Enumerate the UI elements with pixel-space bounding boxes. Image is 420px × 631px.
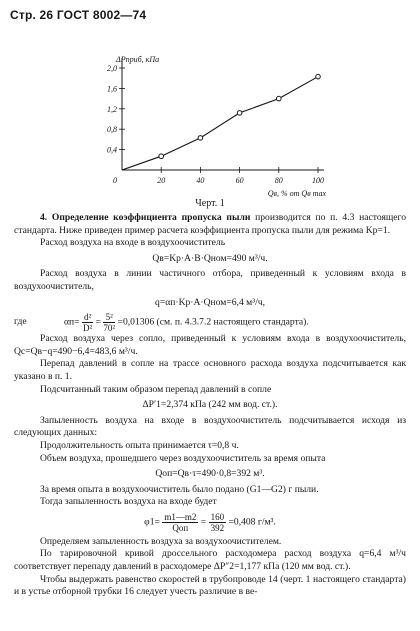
phi-result: =0,408 г/м³. <box>228 516 276 528</box>
paragraph-text: производится по п. 4.3 настоящего стандарта. Ниже приведен пример расчета коэффициента пропуска пыли для режима Kр=1. <box>14 212 406 236</box>
alpha-lhs: αп= <box>64 316 80 328</box>
equals-sign: = <box>95 316 102 328</box>
paragraph: Тогда запыленность воздуха на входе будет <box>40 496 217 508</box>
formula-qv: Qв=Kр·A·B·Qном=490 м³/ч. <box>152 252 268 264</box>
fraction <box>162 512 198 533</box>
y-axis-label: ΔPприб, кПа <box>116 55 160 64</box>
equals-sign: = <box>200 516 207 528</box>
denominator: 70² <box>103 323 116 334</box>
y-tick-label: 2,0 <box>107 64 117 73</box>
x-tick-label: 40 <box>196 176 205 185</box>
formula-alpha-row <box>14 312 406 333</box>
formula-dp1: ΔP′1=2,374 кПа (242 мм вод. ст.). <box>142 399 278 411</box>
numerator: 160 <box>210 511 225 522</box>
alpha-result: =0,01306 (см. п. 4.3.7.2 настоящего стандарта). <box>117 316 309 328</box>
denominator: Qоп <box>172 522 189 533</box>
phi-lhs: φ1= <box>144 516 160 528</box>
y-tick-label: 1,2 <box>107 104 117 114</box>
y-tick-label: 0,4 <box>107 145 117 155</box>
x-tick-label: 80 <box>274 176 283 185</box>
fraction <box>82 312 93 333</box>
data-point <box>316 74 321 79</box>
paragraph: По тарировочной кривой дроссельного расходомера расход воздуха q=6,4 м³/ч соответствует перепаду давлений в расходомере ΔP″2=1,177 кПа (120 мм вод. ст.). <box>14 548 406 573</box>
body-text <box>14 212 406 599</box>
denominator: D² <box>82 323 93 334</box>
formula-phi <box>14 512 406 533</box>
data-point <box>277 96 282 101</box>
x-tick-label: 100 <box>312 176 324 185</box>
where-label: где <box>14 316 27 328</box>
formula-alpha <box>64 312 406 333</box>
x-axis-label: Qв, % от Qв max <box>267 189 326 198</box>
calibration-chart <box>80 52 340 200</box>
denominator: 392 <box>210 522 225 533</box>
paragraph: Чтобы выдержать равенство скоростей в трубопроводе 14 (черт. 1 настоящего стандарта) и в устье отборной трубки 16 следует учесть различие в ве- <box>14 573 406 598</box>
paragraph: Расход воздуха через сопло, приведенный к условиям входа в воздухоочиститель, Qс=Qв−q=490−6,4=483,6 м³/ч. <box>14 333 406 357</box>
paragraph: Запыленность воздуха на входе в воздухоочиститель подсчитывается исходя из следующих данных: <box>14 414 406 439</box>
x-tick-label: 20 <box>157 176 166 185</box>
formula-qop: Qоп=Qв·τ=490·0,8=392 м³. <box>155 468 265 480</box>
series-line <box>122 77 318 170</box>
paragraph: Определяем запыленность воздуха за воздухоочистителем. <box>40 535 282 547</box>
x-tick-label: 60 <box>235 176 244 185</box>
paragraph: Расход воздуха в линии частичного отбора, приведенный к условиям входа в воздухоочиститель, <box>14 268 406 292</box>
data-point <box>237 111 242 116</box>
origin-label: 0 <box>113 176 117 185</box>
data-point <box>159 154 164 159</box>
y-tick-label: 1,6 <box>107 84 117 94</box>
paragraph: Продолжительность опыта принимается τ=0,8 ч. <box>40 439 239 451</box>
section-heading: 4. Определение коэффициента пропуска пыли <box>40 212 251 223</box>
paragraph: Объем воздуха, прошедшего через воздухоочиститель за время опыта <box>40 452 326 464</box>
numerator: m1—m2 <box>164 511 197 522</box>
paragraph: Расход воздуха на входе в воздухоочиститель <box>40 237 226 249</box>
page-header: Стр. 26 ГОСТ 8002—74 <box>10 8 147 22</box>
fraction <box>209 512 227 533</box>
formula-q: q=αп·Kр·A·Qном=6,4 м³/ч, <box>155 296 265 308</box>
paragraph-4 <box>14 212 406 237</box>
figure-caption: Черт. 1 <box>195 198 225 209</box>
paragraph: Перепад давлений в сопле на трассе основного расхода воздуха подсчитывается как указано в п. 1. <box>14 358 406 382</box>
numerator: d² <box>83 312 92 323</box>
paragraph: Подсчитанный таким образом перепад давлений в сопле <box>40 383 272 395</box>
fraction <box>103 312 115 333</box>
data-point <box>198 136 203 141</box>
numerator: 5² <box>103 312 115 323</box>
y-tick-label: 0,8 <box>107 125 117 135</box>
paragraph: За время опыта в воздухоочиститель было подано (G1—G2) г пыли. <box>40 483 319 495</box>
